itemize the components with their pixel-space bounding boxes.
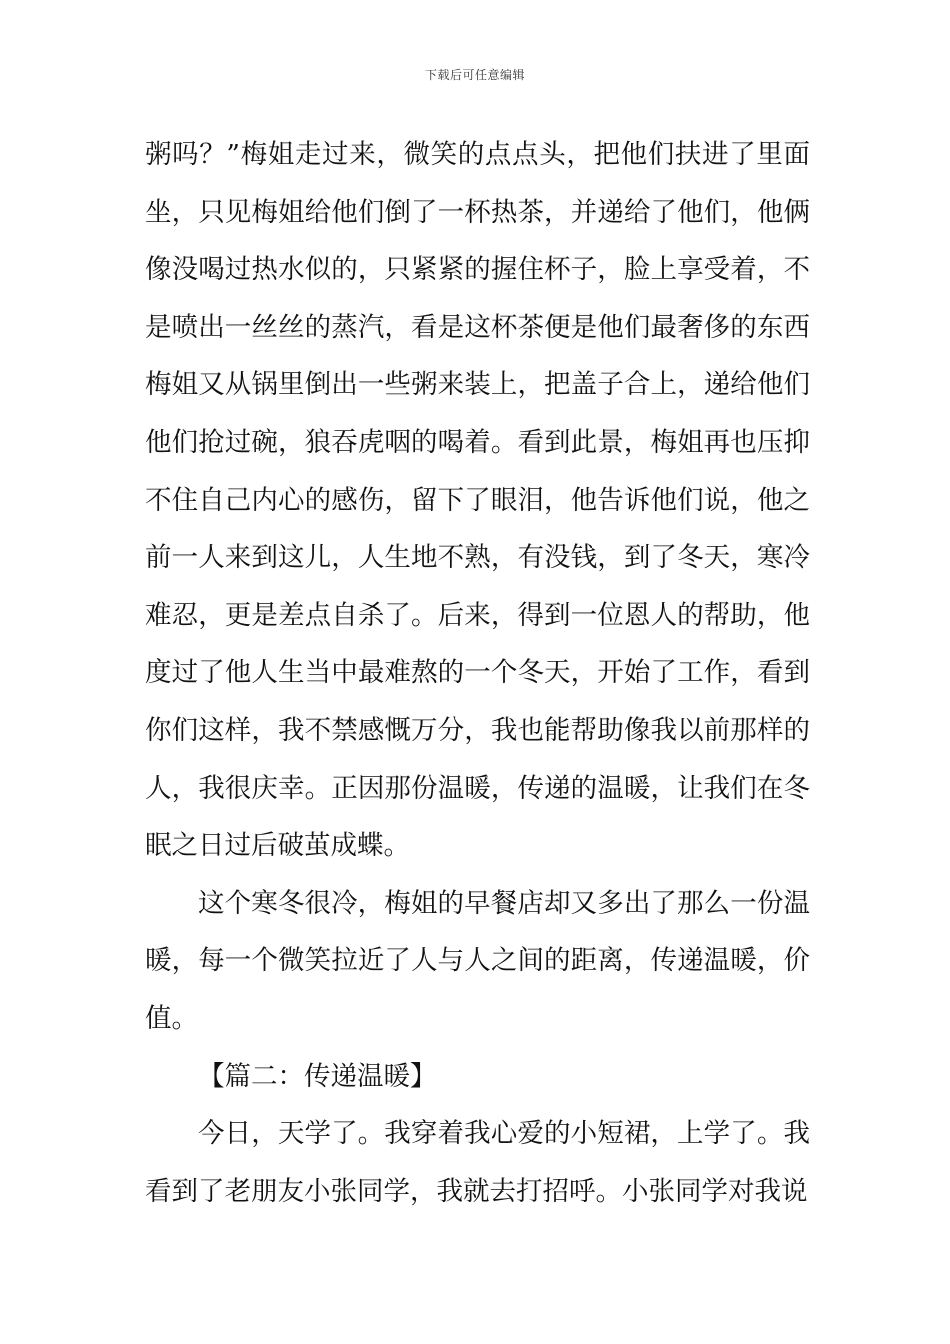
section-heading: 【篇二：传递温暖】 [198,1060,437,1092]
document-body [145,126,810,1220]
page-header: 下载后可任意编辑 [424,68,525,82]
paragraph-section-two: 今日，天学了。我穿着我心爱的小短裙，上学了。我看到了老朋友小张同学，我就去打招呼。小张同学对我说 [145,1118,810,1207]
paragraph-conclusion: 这个寒冬很冷，梅姐的早餐店却又多出了那么一份温暖，每一个微笑拉近了人与人之间的距离，传递温暖，价值。 [145,887,810,1034]
paragraph-continuation: 粥吗？”梅姐走过来，微笑的点点头，把他们扶进了里面坐，只见梅姐给他们倒了一杯热茶，并递给了他们，他俩像没喝过热水似的，只紧紧的握住杯子，脸上享受着，不是喷出一丝丝的蒸汽，看是这杯茶便是他们最奢侈的东西梅姐又从锅里倒出一些粥来装上，把盖子合上，递给他们他们抢过碗，狼吞虎咽的喝着。看到此景，梅姐再也压抑不住自己内心的感伤，留下了眼泪，他告诉他们说，他之前一人来到这儿，人生地不熟，有没钱，到了冬天，寒冷难忍，更是差点自杀了。后来，得到一位恩人的帮助，他度过了他人生当中最难熬的一个冬天，开始了工作，看到你们这样，我不禁感慨万分，我也能帮助像我以前那样的人，我很庆幸。正因那份温暖，传递的温暖，让我们在冬眠之日过后破茧成蝶。 [145,139,810,862]
